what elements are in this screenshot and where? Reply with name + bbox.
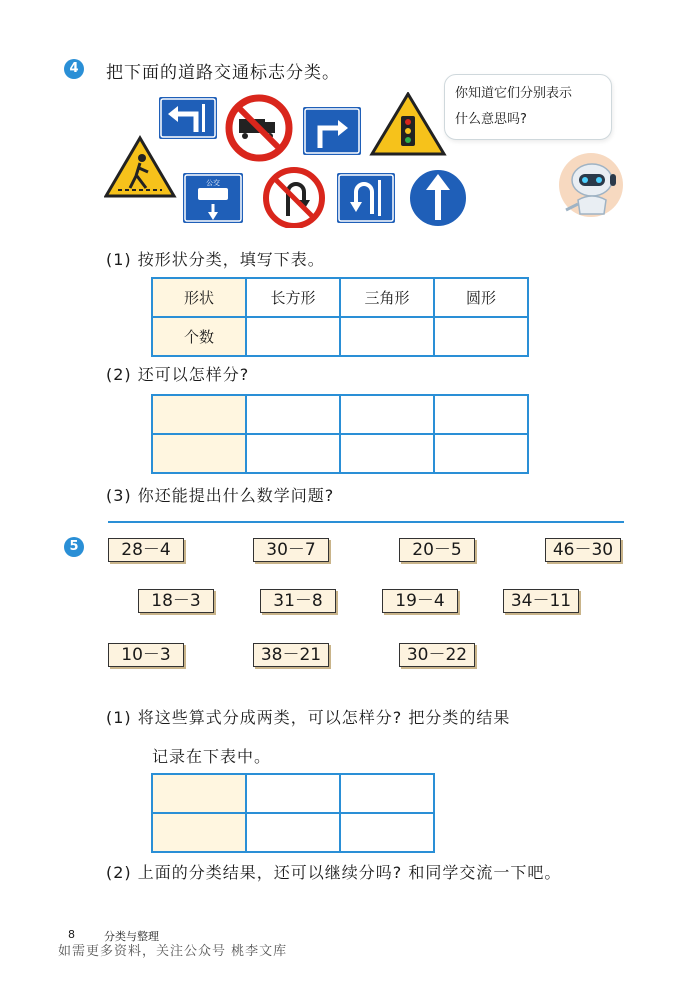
table-header-cell: 形状 <box>152 278 246 317</box>
shape-count-table <box>151 277 529 357</box>
table-answer-cell[interactable] <box>434 395 528 434</box>
table-answer-cell[interactable] <box>434 317 528 356</box>
traffic-signs-group <box>104 92 474 228</box>
other-classification-table <box>151 394 529 474</box>
q4-sub1-text: (1) 按形状分类，填写下表。 <box>106 250 325 269</box>
table-row <box>152 278 528 317</box>
section-divider <box>108 521 624 523</box>
table-answer-cell[interactable] <box>246 434 340 473</box>
left-turn-sign-icon <box>158 96 218 140</box>
expression-card: 31－8 <box>260 589 336 613</box>
robot-mascot-icon <box>556 152 626 218</box>
page-number: 8 <box>68 928 75 941</box>
table-answer-cell[interactable] <box>152 813 246 852</box>
table-header-cell: 三角形 <box>340 278 434 317</box>
robot-speech-bubble <box>444 74 612 140</box>
expression-card: 28－4 <box>108 538 184 562</box>
table-row <box>152 813 434 852</box>
table-row <box>152 395 528 434</box>
q4-sub2-text: (2) 还可以怎样分? <box>106 365 250 384</box>
right-turn-sign-icon <box>302 106 362 156</box>
table-answer-cell[interactable] <box>246 395 340 434</box>
no-trucks-sign-icon <box>229 98 289 158</box>
expression-card: 34－11 <box>503 589 579 613</box>
table-header-cell: 长方形 <box>246 278 340 317</box>
table-answer-cell[interactable] <box>152 434 246 473</box>
table-answer-cell[interactable] <box>340 434 434 473</box>
table-answer-cell[interactable] <box>152 774 246 813</box>
expression-card: 19－4 <box>382 589 458 613</box>
go-straight-sign-icon <box>409 169 467 227</box>
pedestrian-warning-sign-icon <box>106 138 174 196</box>
table-answer-cell[interactable] <box>246 774 340 813</box>
no-u-turn-sign-icon <box>266 170 322 226</box>
table-answer-cell[interactable] <box>340 317 434 356</box>
expression-card: 18－3 <box>138 589 214 613</box>
table-answer-cell[interactable] <box>340 395 434 434</box>
q5-sub1-line1: (1) 将这些算式分成两类，可以怎样分? 把分类的结果 <box>106 708 511 727</box>
bus-sign-label: 公交 <box>206 179 220 187</box>
bubble-line-1: 你知道它们分别表示 <box>455 86 573 101</box>
question-4-title: 把下面的道路交通标志分类。 <box>106 63 340 83</box>
question-5-badge: 5 <box>64 537 84 557</box>
table-answer-cell[interactable] <box>246 813 340 852</box>
expression-card: 20－5 <box>399 538 475 562</box>
question-4-badge: 4 <box>64 59 84 79</box>
expression-card: 30－22 <box>399 643 475 667</box>
q4-sub3-text: (3) 你还能提出什么数学问题? <box>106 486 335 505</box>
table-header-cell: 圆形 <box>434 278 528 317</box>
expression-card: 38－21 <box>253 643 329 667</box>
bubble-line-2: 什么意思吗? <box>455 112 527 127</box>
expression-card: 46－30 <box>545 538 621 562</box>
table-answer-cell[interactable] <box>340 774 434 813</box>
table-answer-cell[interactable] <box>246 317 340 356</box>
table-answer-cell[interactable] <box>434 434 528 473</box>
traffic-light-warning-sign-icon <box>372 94 444 154</box>
q5-sub2-text: (2) 上面的分类结果，还可以继续分吗? 和同学交流一下吧。 <box>106 863 562 882</box>
table-row <box>152 317 528 356</box>
expression-classification-table <box>151 773 435 853</box>
table-row-label: 个数 <box>152 317 246 356</box>
watermark-text: 如需更多资料，关注公众号 桃李文库 <box>58 944 288 959</box>
expression-card: 10－3 <box>108 643 184 667</box>
table-row <box>152 774 434 813</box>
q5-sub1-line2: 记录在下表中。 <box>152 747 272 766</box>
table-answer-cell[interactable] <box>340 813 434 852</box>
u-turn-sign-icon <box>336 172 396 224</box>
table-answer-cell[interactable] <box>152 395 246 434</box>
expression-card: 30－7 <box>253 538 329 562</box>
table-row <box>152 434 528 473</box>
section-name: 分类与整理 <box>104 930 159 943</box>
